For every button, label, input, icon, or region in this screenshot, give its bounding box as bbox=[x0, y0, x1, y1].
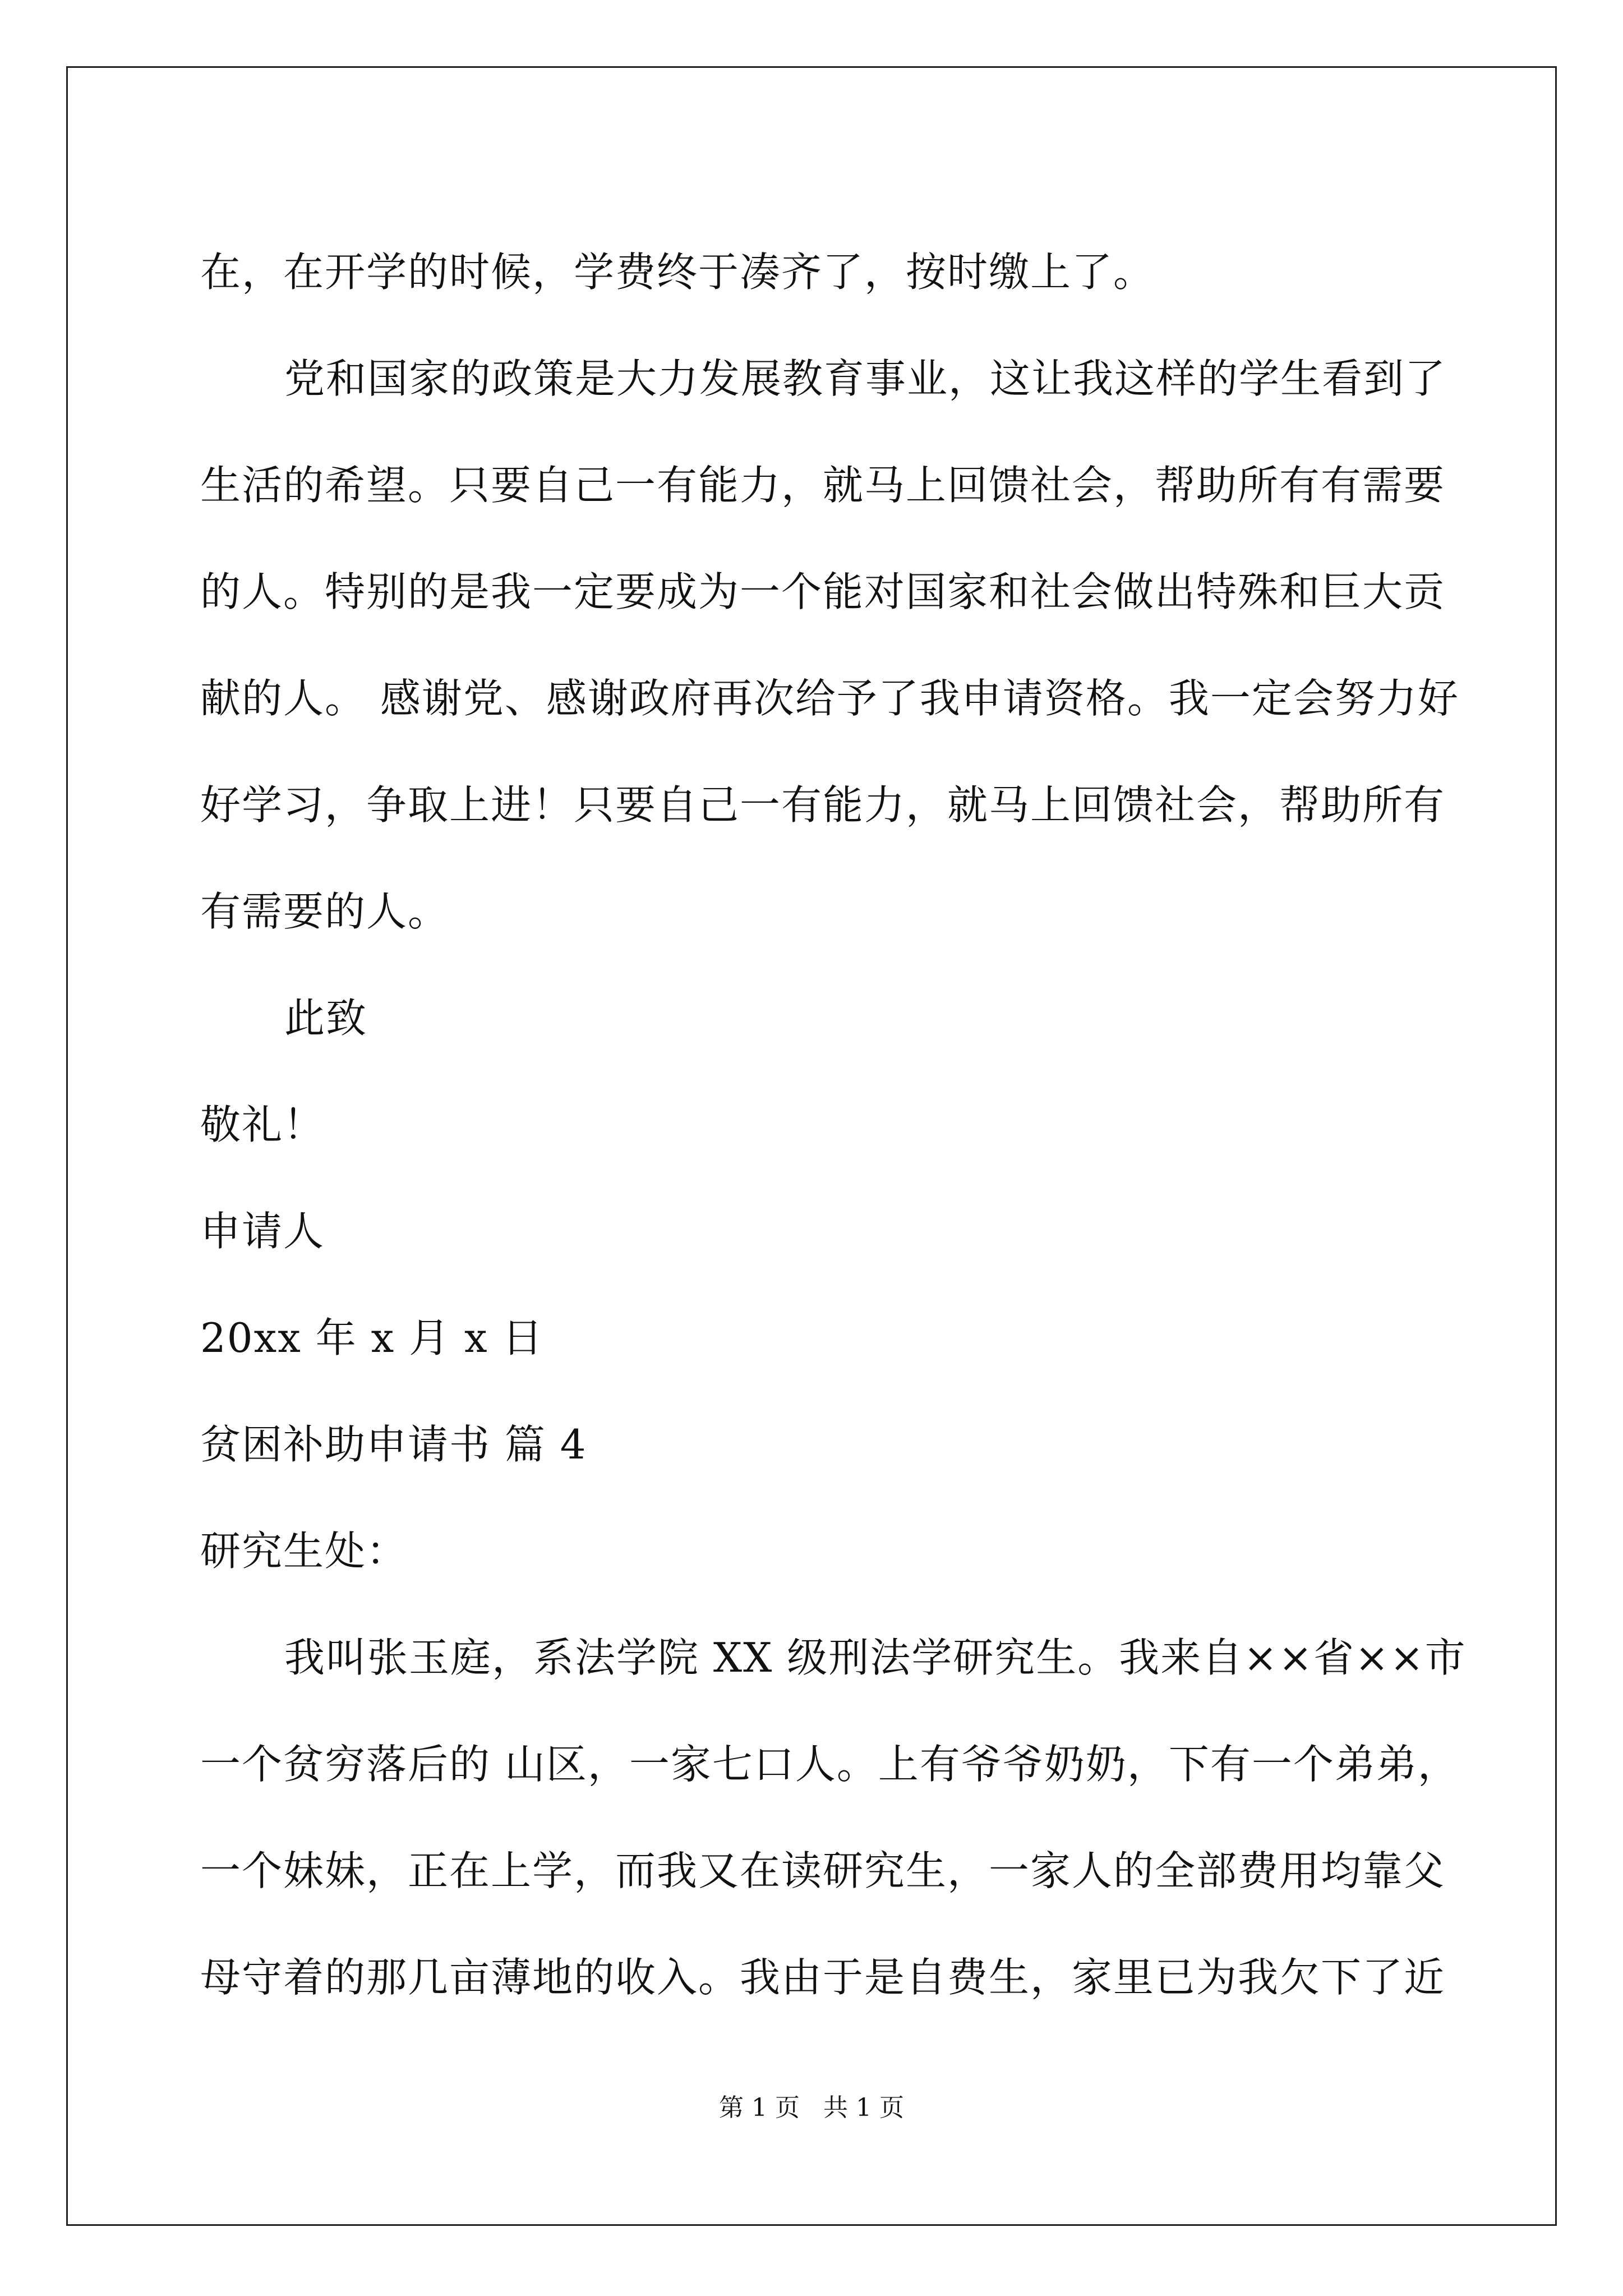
paragraph-line: 党和国家的政策是大力发展教育事业，这让我这样的学生看到了 bbox=[284, 355, 1447, 402]
document-body bbox=[200, 219, 1467, 2031]
section-heading: 贫困补助申请书 篇 4 bbox=[200, 1421, 587, 1468]
recipient-line: 研究生处： bbox=[200, 1527, 408, 1575]
paragraph-line: 在，在开学的时候，学费终于凑齐了，按时缴上了。 bbox=[200, 249, 1155, 296]
paragraph-line: 献的人。 感谢党、感谢政府再次给予了我申请资格。我一定会努力好 bbox=[200, 675, 1459, 722]
closing-salutation: 此致 bbox=[284, 995, 368, 1042]
paragraph-line: 一个妹妹，正在上学，而我又在读研究生，一家人的全部费用均靠父 bbox=[200, 1847, 1446, 1894]
paragraph-line: 母守着的那几亩薄地的收入。我由于是自费生，家里已为我欠下了近 bbox=[200, 1954, 1446, 2001]
paragraph-line: 生活的希望。只要自己一有能力，就马上回馈社会，帮助所有有需要 bbox=[200, 462, 1446, 509]
paragraph-line: 我叫张玉庭，系法学院 XX 级刑法学研究生。我来自××省××市 bbox=[284, 1634, 1467, 1681]
paragraph-line: 有需要的人。 bbox=[200, 888, 450, 935]
date-line: 20xx 年 x 月 x 日 bbox=[200, 1314, 544, 1361]
paragraph-line: 好学习，争取上进！只要自己一有能力，就马上回馈社会，帮助所有 bbox=[200, 781, 1446, 829]
paragraph-line: 的人。特别的是我一定要成为一个能对国家和社会做出特殊和巨大贡 bbox=[200, 568, 1446, 615]
paragraph-line: 一个贫穷落后的 山区，一家七口人。上有爷爷奶奶，下有一个弟弟， bbox=[200, 1741, 1459, 1788]
applicant-label: 申请人 bbox=[200, 1208, 325, 1255]
page-footer: 第 1 页 共 1 页 bbox=[719, 2093, 904, 2122]
closing-regards: 敬礼！ bbox=[200, 1101, 325, 1148]
